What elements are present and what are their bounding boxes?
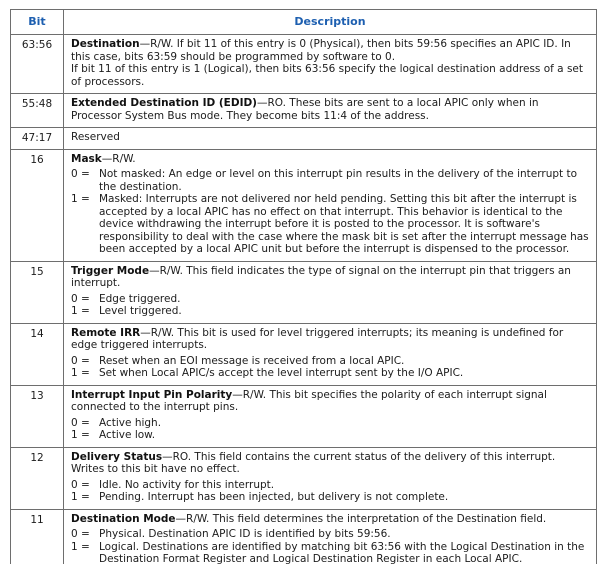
- bit-value-text: Pending. Interrupt has been injected, but delivery is not complete.: [99, 491, 449, 503]
- bit-value-prefix: 0 =: [71, 416, 90, 429]
- bit-value-item: [71, 168, 590, 193]
- bit-value-item: [71, 193, 590, 256]
- header-row: [11, 10, 597, 35]
- bit-value-text: Logical. Destinations are identified by matching bit 63:56 with the Logical Destination in the Destination Format Register and Logical Destination Register in each Local APIC.: [99, 540, 585, 564]
- table-row: [11, 261, 597, 323]
- description-cell: [64, 128, 597, 150]
- bit-cell: 14: [11, 323, 64, 385]
- description-paragraph: Destination—R/W. If bit 11 of this entry is 0 (Physical), then bits 59:56 specifies an APIC ID. In this case, bits 63:59 should be programmed by software to 0.: [71, 38, 571, 63]
- bit-value-prefix: 1 =: [71, 305, 90, 317]
- bit-value-item: [71, 429, 590, 442]
- bit-cell: 47:17: [11, 128, 64, 150]
- description-cell: [64, 149, 597, 261]
- bit-cell: 11: [11, 509, 64, 564]
- bit-value-item: [71, 528, 590, 541]
- table-row: [11, 385, 597, 447]
- field-name: Mask: [71, 152, 102, 165]
- description-cell: [64, 261, 597, 323]
- bit-value-text: Edge triggered.: [99, 292, 181, 305]
- description-paragraph: Interrupt Input Pin Polarity—R/W. This bit specifies the polarity of each interrupt signal connected to the interrupt pins.: [71, 388, 547, 413]
- table-row: [11, 94, 597, 128]
- bit-value-item: [71, 491, 590, 504]
- description-cell: [64, 35, 597, 94]
- bit-value-prefix: 0 =: [71, 168, 90, 180]
- bit-value-prefix: 0 =: [71, 528, 90, 540]
- description-cell: [64, 447, 597, 509]
- bit-cell: 12: [11, 447, 64, 509]
- bit-values-list: [71, 528, 590, 564]
- bit-description-table: [10, 9, 597, 564]
- table-body: [11, 35, 597, 564]
- bit-values-list: [71, 417, 590, 442]
- description-paragraph: Destination Mode—R/W. This field determines the interpretation of the Destination field.: [71, 512, 547, 525]
- field-name: Destination: [71, 38, 140, 50]
- bit-column-header: Bit: [11, 10, 64, 35]
- bit-value-text: Level triggered.: [99, 305, 182, 317]
- bit-cell: 55:48: [11, 94, 64, 128]
- bit-values-list: [71, 293, 590, 318]
- field-name: Extended Destination ID (EDID): [71, 97, 257, 109]
- table-header: [11, 10, 597, 35]
- bit-value-text: Active low.: [99, 429, 156, 441]
- bit-value-text: Set when Local APIC/s accept the level interrupt sent by the I/O APIC.: [99, 367, 464, 379]
- description-paragraph: Remote IRR—R/W. This bit is used for level triggered interrupts; its meaning is undefined for edge triggered interrupts.: [71, 326, 564, 351]
- field-name: Trigger Mode: [71, 264, 150, 277]
- description-paragraph: Reserved: [71, 131, 120, 143]
- field-name: Interrupt Input Pin Polarity: [71, 388, 233, 401]
- description-paragraph: If bit 11 of this entry is 1 (Logical), then bits 63:56 specify the logical destination address of a set of processors.: [71, 63, 583, 88]
- table-row: [11, 35, 597, 94]
- description-paragraph: Trigger Mode—R/W. This field indicates the type of signal on the interrupt pin that triggers an interrupt.: [71, 264, 571, 289]
- bit-value-prefix: 1 =: [71, 193, 90, 205]
- bit-cell: 13: [11, 385, 64, 447]
- description-paragraph: Delivery Status—RO. This field contains the current status of the delivery of this interrupt. Writes to this bit have no effect.: [71, 450, 556, 475]
- table-row: [11, 323, 597, 385]
- bit-value-prefix: 1 =: [71, 491, 90, 503]
- description-cell: [64, 94, 597, 128]
- bit-value-text: Masked: Interrupts are not delivered nor held pending. Setting this bit after the interrupt is accepted by a local APIC has no effect on that interrupt. This behavior is identical to the device withdrawing the interrupt before it is posted to the processor. It is software's responsibility to deal with the case where the mask bit is set after the interrupt message has been accepted by a local APIC unit but before the interrupt is dispensed to the processor.: [99, 193, 589, 255]
- bit-value-prefix: 0 =: [71, 292, 90, 305]
- bit-cell: 15: [11, 261, 64, 323]
- bit-value-item: [71, 367, 590, 380]
- bit-value-item: [71, 293, 590, 306]
- description-column-header: Description: [64, 10, 597, 35]
- bit-value-text: Not masked: An edge or level on this interrupt pin results in the delivery of the interrupt to the destination.: [99, 168, 578, 193]
- bit-value-text: Idle. No activity for this interrupt.: [99, 478, 275, 491]
- bit-value-item: [71, 305, 590, 318]
- bit-value-prefix: 0 =: [71, 478, 90, 491]
- bit-value-text: Active high.: [99, 416, 162, 429]
- bit-value-item: [71, 541, 590, 564]
- bit-value-text: Physical. Destination APIC ID is identified by bits 59:56.: [99, 528, 391, 540]
- description-cell: [64, 323, 597, 385]
- bit-cell: 16: [11, 149, 64, 261]
- field-name: Remote IRR: [71, 326, 141, 339]
- bit-value-item: [71, 479, 590, 492]
- description-paragraph: Mask—R/W.: [71, 152, 136, 165]
- bit-cell: 63:56: [11, 35, 64, 94]
- bit-value-prefix: 1 =: [71, 429, 90, 441]
- bit-value-prefix: 1 =: [71, 367, 90, 379]
- bit-values-list: [71, 355, 590, 380]
- description-paragraph: Extended Destination ID (EDID)—RO. These bits are sent to a local APIC only when in Processor System Bus mode. They become bits 11:4 of the address.: [71, 97, 539, 122]
- field-name: Destination Mode: [71, 512, 176, 525]
- bit-values-list: [71, 479, 590, 504]
- bit-value-item: [71, 417, 590, 430]
- bit-values-list: [71, 168, 590, 256]
- bit-value-prefix: 1 =: [71, 540, 90, 553]
- bit-value-text: Reset when an EOI message is received from a local APIC.: [99, 354, 405, 367]
- bit-value-prefix: 0 =: [71, 354, 90, 367]
- field-name: Delivery Status: [71, 450, 163, 463]
- description-cell: [64, 509, 597, 564]
- table-row: [11, 149, 597, 261]
- table-row: [11, 509, 597, 564]
- table-row: [11, 447, 597, 509]
- table-row: [11, 128, 597, 150]
- bit-value-item: [71, 355, 590, 368]
- description-cell: [64, 385, 597, 447]
